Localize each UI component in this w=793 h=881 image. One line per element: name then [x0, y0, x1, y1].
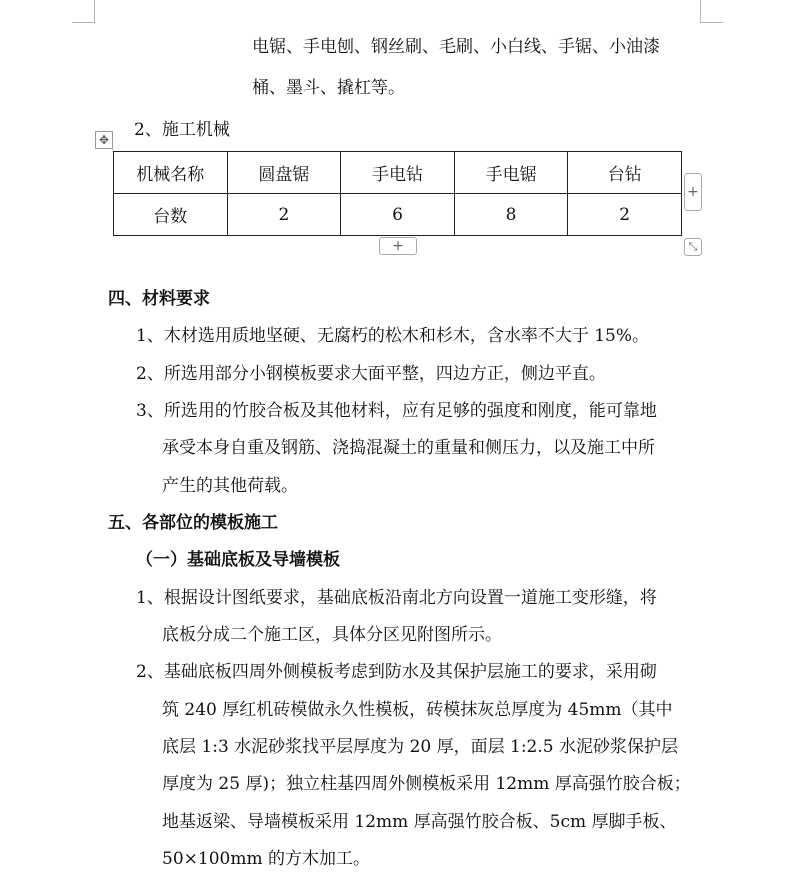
table-cell[interactable]: 圆盘锯	[227, 152, 341, 194]
machinery-table	[113, 151, 682, 236]
paragraph-line: 桶、墨斗、撬杠等。	[252, 78, 405, 98]
paragraph-line: 底层 1:3 水泥砂浆找平层厚度为 20 厚，面层 1:2.5 水泥砂浆保护层	[162, 737, 678, 757]
paragraph-line: 电锯、手电刨、钢丝刷、毛刷、小白线、手锯、小油漆	[252, 37, 660, 57]
table-cell[interactable]: 台数	[114, 194, 228, 236]
table-cell[interactable]: 手电锯	[454, 152, 568, 194]
paragraph-line: 底板分成二个施工区，具体分区见附图所示。	[162, 625, 502, 645]
table-cell[interactable]: 台钻	[568, 152, 682, 194]
table-cell[interactable]: 手电钻	[341, 152, 455, 194]
paragraph-line: 承受本身自重及钢筋、浇捣混凝土的重量和侧压力，以及施工中所	[162, 438, 655, 458]
paragraph-line: 产生的其他荷载。	[162, 476, 298, 496]
paragraph-line: 1、根据设计图纸要求，基础底板沿南北方向设置一道施工变形缝，将	[136, 588, 657, 608]
paragraph-line: 1、木材选用质地坚硬、无腐朽的松木和杉木，含水率不大于 15%。	[136, 326, 650, 346]
paragraph-line: 筑 240 厚红机砖模做永久性模板，砖模抹灰总厚度为 45mm（其中	[162, 700, 673, 720]
paragraph-line: 2、基础底板四周外侧模板考虑到防水及其保护层施工的要求，采用砌	[136, 662, 657, 682]
table-resize-handle-icon[interactable]: ⤡	[684, 238, 702, 256]
add-column-button[interactable]: +	[684, 173, 702, 211]
paragraph-line: 50×100mm 的方木加工。	[162, 849, 370, 869]
paragraph-line: 地基返梁、导墙模板采用 12mm 厚高强竹胶合板、5cm 厚脚手板、	[162, 812, 677, 832]
subsection-heading-foundation-formwork: （一）基础底板及导墙模板	[136, 550, 340, 570]
section-heading-material-requirements: 四、材料要求	[108, 289, 210, 309]
paragraph-line: 厚度为 25 厚)；独立柱基四周外侧模板采用 12mm 厚高强竹胶合板；	[162, 774, 691, 794]
table-row	[114, 194, 682, 236]
table-cell[interactable]: 2	[227, 194, 341, 236]
table-cell[interactable]: 8	[454, 194, 568, 236]
subheading-construction-machinery: 2、施工机械	[134, 120, 230, 140]
page-corner-mark-top-left	[72, 0, 95, 23]
table-move-handle-icon[interactable]: ✥	[95, 131, 113, 149]
paragraph-line: 2、所选用部分小钢模板要求大面平整，四边方正，侧边平直。	[136, 364, 606, 384]
table-row	[114, 152, 682, 194]
table-cell[interactable]: 机械名称	[114, 152, 228, 194]
page-corner-mark-top-right	[700, 0, 723, 23]
paragraph-line: 3、所选用的竹胶合板及其他材料，应有足够的强度和刚度，能可靠地	[136, 401, 657, 421]
table-cell[interactable]: 2	[568, 194, 682, 236]
table-cell[interactable]: 6	[341, 194, 455, 236]
section-heading-formwork-construction: 五、各部位的模板施工	[108, 513, 278, 533]
add-row-button[interactable]: +	[379, 237, 417, 255]
